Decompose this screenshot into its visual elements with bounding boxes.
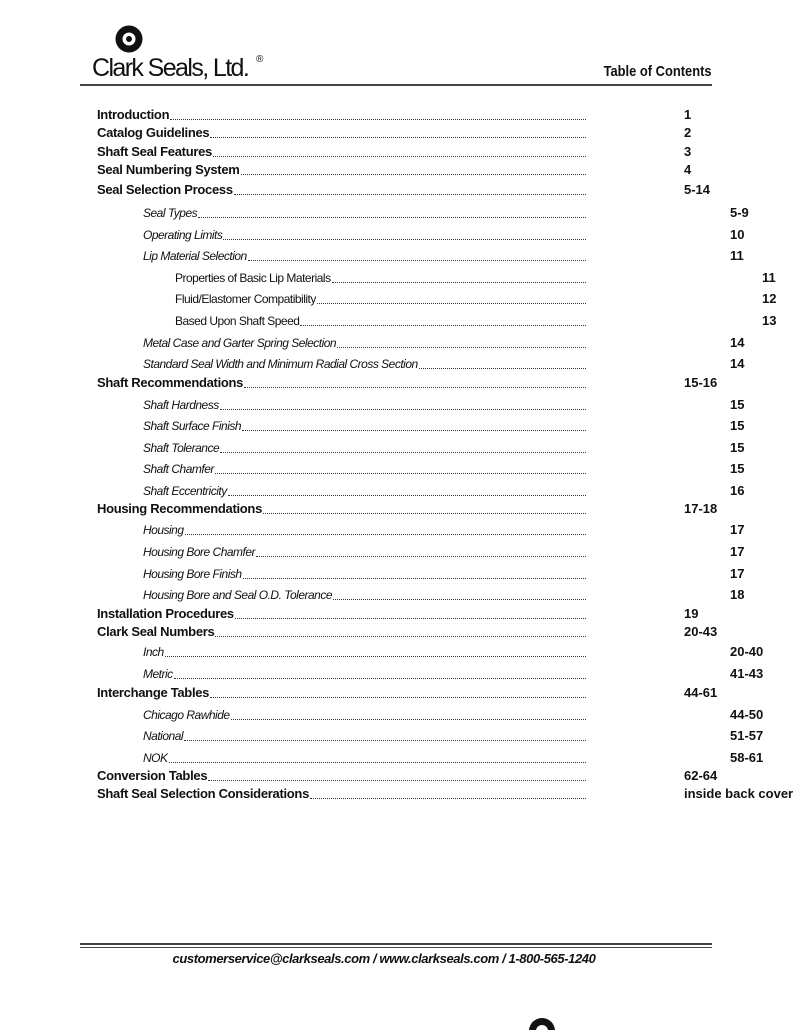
toc-entry-label: Based Upon Shaft Speed <box>175 314 300 328</box>
dot-leader <box>235 618 586 619</box>
toc-entry <box>97 182 711 198</box>
toc-entry <box>143 440 745 456</box>
toc-entry-label: Seal Types <box>143 206 198 220</box>
toc-entry-label: Seal Selection Process <box>97 182 233 197</box>
dot-leader <box>419 368 586 369</box>
dot-leader <box>210 137 586 138</box>
toc-entry-page: 11 <box>730 248 744 263</box>
toc-entry-label: Housing Bore and Seal O.D. Tolerance <box>143 588 333 602</box>
dot-leader <box>248 260 586 261</box>
toc-entry-page: 20-40 <box>730 644 764 659</box>
dot-leader <box>215 473 586 474</box>
toc-entry <box>143 335 745 351</box>
toc-entry-label: Clark Seal Numbers <box>97 624 215 639</box>
toc-entry <box>97 162 692 178</box>
dot-leader <box>333 599 586 600</box>
toc-entry <box>143 205 749 221</box>
dot-leader <box>198 217 586 218</box>
dot-leader <box>242 430 586 431</box>
toc-entry-label: Shaft Seal Features <box>97 144 212 159</box>
toc-entry <box>143 566 745 582</box>
toc-entry-page: 5-9 <box>730 205 749 220</box>
toc-entry-label: Introduction <box>97 107 170 122</box>
toc-entry-label: Standard Seal Width and Minimum Radial Cross Section <box>143 357 418 371</box>
dot-leader <box>310 798 586 799</box>
dot-leader <box>317 303 586 304</box>
toc-entry-page: 18 <box>730 587 745 602</box>
toc-entry-label: Shaft Recommendations <box>97 375 244 390</box>
toc-entry-page: 44-61 <box>684 685 718 700</box>
dot-leader <box>243 578 586 579</box>
toc-entry-label: Shaft Surface Finish <box>143 419 242 433</box>
toc-entry-page: 15 <box>730 440 745 455</box>
toc-entry-label: Housing Bore Finish <box>143 567 242 581</box>
partial-logo-icon <box>527 1016 557 1030</box>
toc-entry-label: Conversion Tables <box>97 768 208 783</box>
registered-mark: ® <box>256 54 264 65</box>
toc-entry-page: 1 <box>684 107 692 122</box>
dot-leader <box>241 174 586 175</box>
toc-entry <box>143 644 764 660</box>
dot-leader <box>170 119 586 120</box>
dot-leader <box>220 452 586 453</box>
company-logo <box>92 24 292 86</box>
toc-entry-label: Shaft Eccentricity <box>143 484 227 498</box>
toc-entry <box>97 768 718 784</box>
toc-entry-label: Metal Case and Garter Spring Selection <box>143 336 337 350</box>
dot-leader <box>215 636 586 637</box>
toc-entry-page: 2 <box>684 125 692 140</box>
toc-entry-page: 15 <box>730 418 745 433</box>
toc-entry-label: Interchange Tables <box>97 685 210 700</box>
toc-entry <box>143 750 764 766</box>
toc-entry-page: 62-64 <box>684 768 718 783</box>
toc-entry <box>97 144 692 160</box>
toc-entry-page: 17 <box>730 522 745 537</box>
toc-entry-label: National <box>143 729 184 743</box>
toc-entry <box>97 375 718 391</box>
dot-leader <box>332 282 586 283</box>
dot-leader <box>228 495 586 496</box>
toc-entry-page: 17 <box>730 566 745 581</box>
brand-name: Clark Seals, Ltd. <box>92 54 249 82</box>
dot-leader <box>231 719 586 720</box>
toc-entry <box>143 587 745 603</box>
toc-entry <box>97 125 692 141</box>
toc-entry <box>97 685 718 701</box>
dot-leader <box>223 239 586 240</box>
toc-entry <box>175 270 776 286</box>
dot-leader <box>213 156 586 157</box>
dot-leader <box>208 780 586 781</box>
dot-leader <box>165 656 586 657</box>
toc-entry-label: Installation Procedures <box>97 606 234 621</box>
toc-entry-label: Shaft Seal Selection Considerations <box>97 786 309 801</box>
toc-entry <box>143 544 745 560</box>
toc-entry <box>143 483 745 499</box>
toc-entry-page: 16 <box>730 483 745 498</box>
toc-entry-label: Lip Material Selection <box>143 249 247 263</box>
toc-entry-page: 13 <box>762 313 777 328</box>
toc-entry-page: 58-61 <box>730 750 764 765</box>
toc-entry-page: 17-18 <box>684 501 718 516</box>
dot-leader <box>244 387 586 388</box>
toc-entry <box>143 522 745 538</box>
toc-entry <box>97 107 692 123</box>
dot-leader <box>169 762 586 763</box>
toc-entry <box>143 707 764 723</box>
toc-entry-label: Shaft Tolerance <box>143 441 220 455</box>
dot-leader <box>174 678 586 679</box>
toc-entry <box>97 501 718 517</box>
toc-entry <box>143 418 745 434</box>
dot-leader <box>220 409 586 410</box>
dot-leader <box>263 513 586 514</box>
toc-entry <box>97 624 718 640</box>
dot-leader <box>234 194 586 195</box>
toc-entry-page: 15 <box>730 461 745 476</box>
seal-ring-icon <box>114 24 144 54</box>
footer-divider-thin <box>80 947 712 948</box>
toc-entry-label: Fluid/Elastomer Compatibility <box>175 292 316 306</box>
toc-entry-page: 12 <box>762 291 777 306</box>
toc-entry <box>97 786 793 802</box>
dot-leader <box>185 534 586 535</box>
toc-entry <box>143 356 745 372</box>
toc-entry <box>97 606 699 622</box>
toc-entry-page: 44-50 <box>730 707 764 722</box>
toc-entry-label: Operating Limits <box>143 228 223 242</box>
toc-entry-label: Shaft Hardness <box>143 398 219 412</box>
toc-entry-page: 20-43 <box>684 624 718 639</box>
toc-entry-label: Inch <box>143 645 164 659</box>
toc-entry-page: 14 <box>730 356 745 371</box>
page-title: Table of Contents <box>604 63 712 80</box>
toc-entry <box>143 397 745 413</box>
toc-entry <box>175 291 777 307</box>
toc-entry-label: Properties of Basic Lip Materials <box>175 271 331 285</box>
toc-entry-page: 14 <box>730 335 745 350</box>
toc-entry-label: Housing Recommendations <box>97 501 263 516</box>
toc-entry-label: Chicago Rawhide <box>143 708 230 722</box>
dot-leader <box>300 325 586 326</box>
dot-leader <box>337 347 586 348</box>
dot-leader <box>256 556 586 557</box>
toc-entry <box>143 227 745 243</box>
toc-entry-page: 17 <box>730 544 745 559</box>
toc-entry-page: 19 <box>684 606 699 621</box>
toc-entry-label: NOK <box>143 751 168 765</box>
toc-entry-label: Shaft Chamfer <box>143 462 214 476</box>
toc-entry <box>143 248 744 264</box>
toc-entry-page: 15 <box>730 397 745 412</box>
toc-entry-page: 11 <box>762 270 776 285</box>
toc-entry-label: Metric <box>143 667 173 681</box>
toc-entry-page: 15-16 <box>684 375 718 390</box>
toc-entry-page: 41-43 <box>730 666 764 681</box>
toc-entry-label: Housing <box>143 523 184 537</box>
footer-contact: customerservice@clarkseals.com / www.clarkseals.com / 1-800-565-1240 <box>172 951 596 966</box>
dot-leader <box>210 697 586 698</box>
toc-entry-label: Housing Bore Chamfer <box>143 545 256 559</box>
toc-entry <box>143 666 764 682</box>
toc-entry <box>143 728 764 744</box>
toc-entry <box>143 461 745 477</box>
toc-entry-page: 10 <box>730 227 745 242</box>
toc-entry <box>175 313 777 329</box>
toc-entry-label: Seal Numbering System <box>97 162 240 177</box>
toc-entry-page: inside back cover <box>684 786 793 801</box>
toc-entry-page: 3 <box>684 144 692 159</box>
toc-entry-label: Catalog Guidelines <box>97 125 210 140</box>
toc-entry-page: 5-14 <box>684 182 711 197</box>
header-divider <box>80 84 712 86</box>
toc-entry-page: 51-57 <box>730 728 764 743</box>
dot-leader <box>184 740 586 741</box>
toc-entry-page: 4 <box>684 162 692 177</box>
footer-divider <box>80 943 712 945</box>
